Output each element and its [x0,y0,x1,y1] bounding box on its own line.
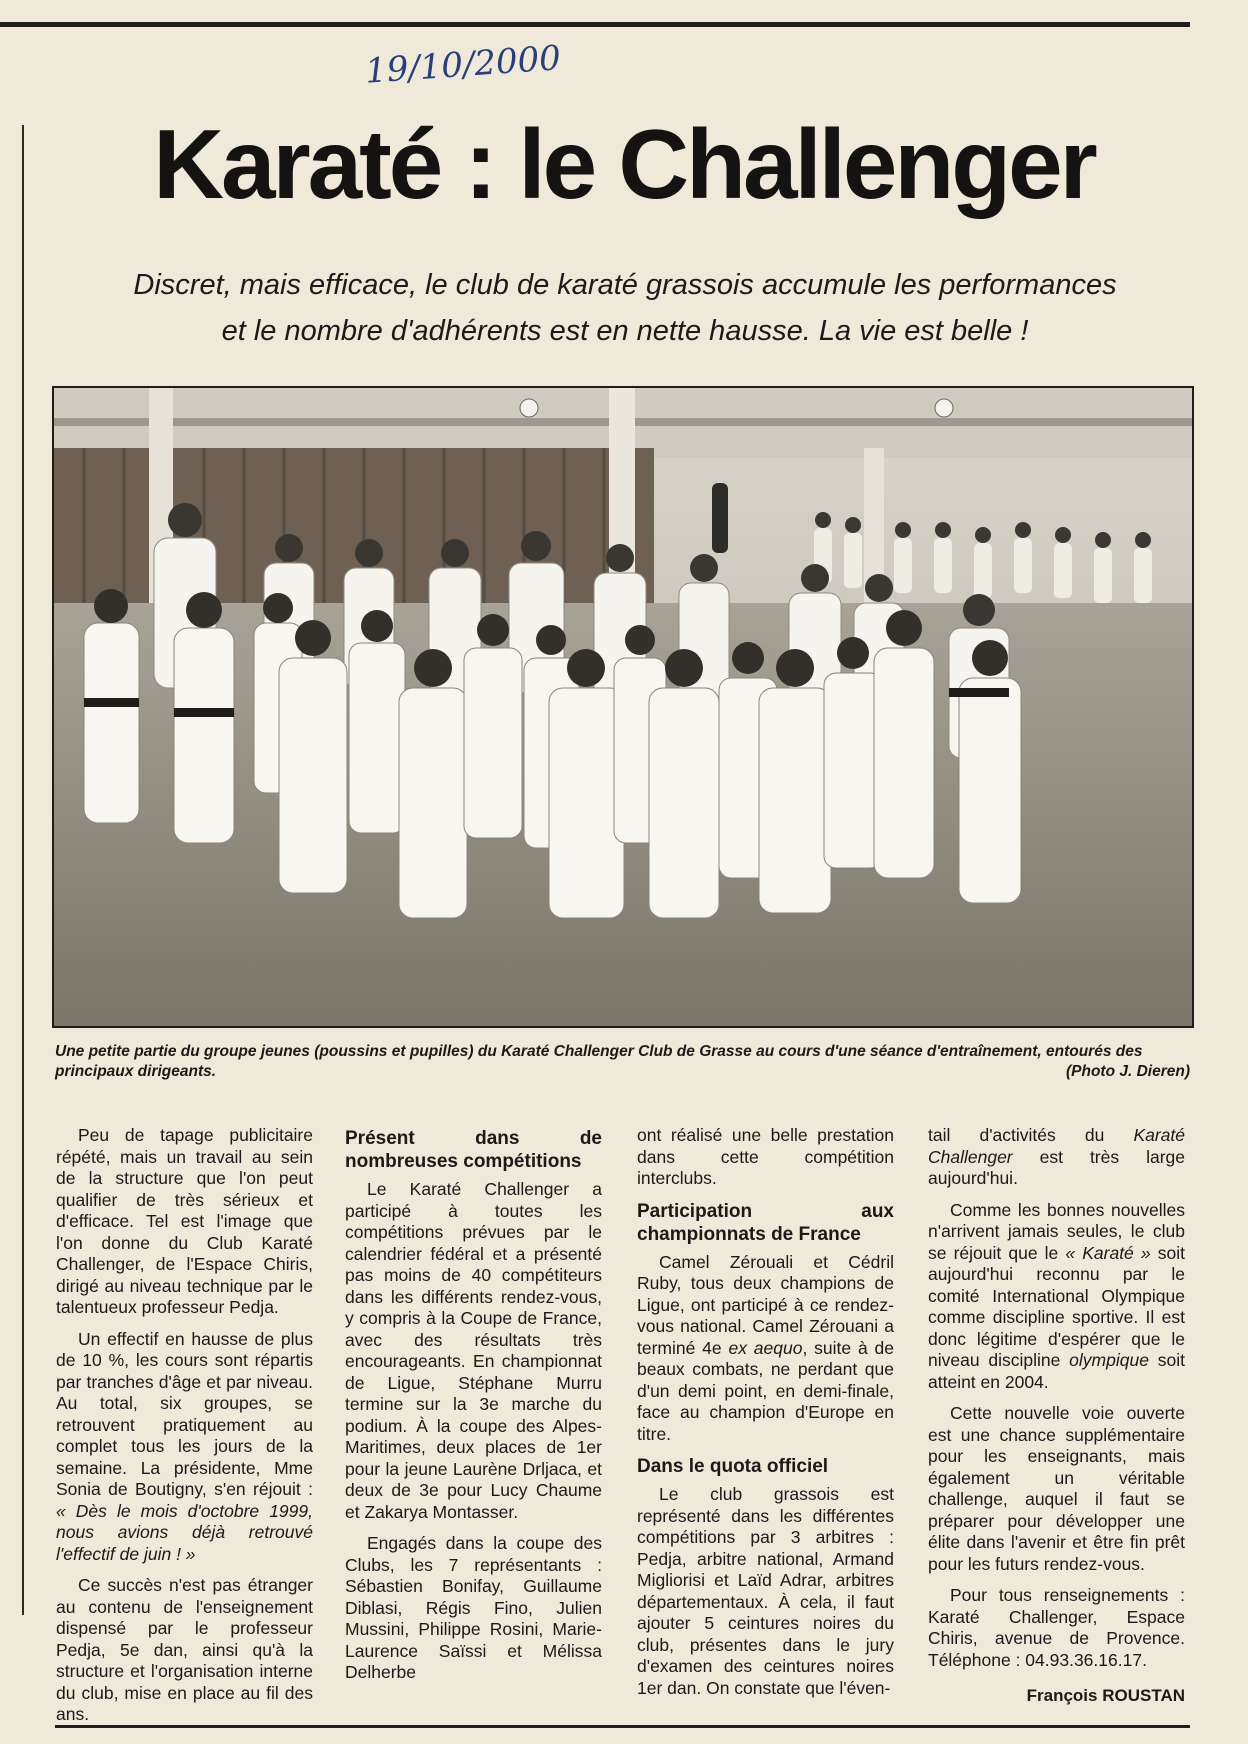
paragraph: Pour tous renseignements : Karaté Challenger, Espace Chiris, avenue de Provence. Téléphone : 04.93.36.16.17. [928,1585,1185,1670]
paragraph [928,1200,1185,1394]
author-signature: François ROUSTAN [1026,1686,1185,1705]
subheading: Présent dans de nombreuses compétitions [345,1128,602,1172]
paragraph [56,1329,313,1566]
paragraph: Le club grassois est représenté dans les différentes compétitions par 3 arbitres : Pedja, arbitre national, Armand Migliorisi et Laïd Adrar, arbitres départementaux. À cela, il faut ajouter 5 ceintures noires du club, présentes dans le jury d'examen des ceintures noires 1er dan. On constate que l'éven- [637,1484,894,1698]
column-2 [345,1125,602,1694]
paragraph: Le Karaté Challenger a participé à toutes les compétitions prévues par le calendrier fédéral et a présenté pas moins de 40 compétiteurs dans les différents rendez-vous, y compris à la Coupe de France, avec des résultats très encourageants. En championnat de Ligue, Stéphane Murru termine sur la 3e marche du podium. À la coupe des Alpes-Maritimes, deux places de 1er pour la jeune Laurène Drljaca, et deux de 3e pour Lucy Chaume et Zakarya Montasser. [345,1179,602,1522]
emphasis: Karaté Challenger [928,1125,1185,1167]
paragraph: Peu de tapage publicitaire répété, mais un travail au sein de la structure que l'on peut qualifier de très sérieux et d'efficace. Tel est l'image que l'on donne du Club Karaté Challenger, de l'Espace Chiris, dirigé au niveau technique par le talentueux professeur Pedja. [56,1125,313,1317]
paragraph: Cette nouvelle voie ouverte est une chance supplémentaire pour les enseignants, mais également un véritable challenge, auquel il faut se préparer pour développer une élite dans l'avenir et être fin prêt pour les futurs rendez-vous. [928,1403,1185,1574]
emphasis: olympique [1069,1350,1149,1370]
paragraph: Engagés dans la coupe des Clubs, les 7 représentants : Sébastien Bonifay, Guillaume Diblasi, Régis Fino, Julien Mussini, Philippe Rosini, Marie-Laurence Saïssi et Mélissa Delherbe [345,1533,602,1682]
paragraph-text: tail d'activités du [928,1125,1105,1145]
quote: « Dès le mois d'octobre 1999, nous avions déjà retrouvé l'effectif de juin ! » [56,1500,313,1564]
paragraph-text: soit atteint en 2004. [928,1350,1185,1392]
bottom-rule [55,1725,1190,1728]
caption-text: Une petite partie du groupe jeunes (poussins et pupilles) du Karaté Challenger Club de Grasse au cours d'une séance d'entraînement, entourés des principaux dirigeants. [55,1043,1143,1080]
paragraph [637,1252,894,1446]
column-1 [56,1125,313,1736]
paragraph-text: est très large aujourd'hui. [928,1146,1185,1188]
left-rule [22,125,24,1615]
paragraph-text: soit aujourd'hui reconnu par le comité International Olympique comme discipline sportive. Il est donc légitime d'espérer que le niveau discipline [928,1242,1185,1370]
handwritten-date: 19/10/2000 [363,38,563,92]
paragraph [928,1125,1185,1190]
emphasis: « Karaté » [1065,1242,1151,1263]
deck: Discret, mais efficace, le club de karaté grassois accumule les performances et le nombre d'adhérents est en nette hausse. La vie est belle ! [133,269,1117,347]
subheading: Participation aux championnats de France [637,1200,894,1245]
photo-caption [55,1042,1190,1082]
photo-illustration [54,388,1192,1026]
column-3 [637,1125,894,1709]
karate-group-photo [52,386,1194,1028]
paragraph: ont réalisé une belle prestation dans cette compétition interclubs. [637,1125,894,1188]
headline: Karaté : le Challenger [153,109,1095,219]
paragraph-text: Camel Zérouali et Cédril Ruby, tous deux champions de Ligue, ont participé à ce rendez-vous national. Camel Zérouani a terminé 4e [637,1251,894,1358]
subheading: Dans le quota officiel [637,1456,829,1477]
photo-credit: (Photo J. Dieren) [1065,1063,1190,1080]
column-4 [928,1125,1185,1707]
emphasis: ex aequo [728,1337,803,1358]
paragraph: Ce succès n'est pas étranger au contenu de l'enseignement dispensé par le professeur Pedja, 5e dan, ainsi qu'à la structure et l'organisation interne du club, mise en place au fil des ans. [56,1575,313,1724]
paragraph-text: Comme les bonnes nouvelles n'arrivent jamais seules, le club se réjouit que le [928,1199,1185,1263]
paragraph-text: Un effectif en hausse de plus de 10 %, les cours sont répartis par tranches d'âge et par niveau. Au total, six groupes, se retrouvent pratiquement au complet tous les jours de la semaine. La présidente, Mme Sonia de Boutigny, s'en réjouit : [56,1328,313,1499]
paragraph-text: , suite à de beaux combats, ne perdant que d'un demi point, en demi-finale, face au champion d'Europe en titre. [637,1337,894,1444]
top-rule [0,22,1190,27]
